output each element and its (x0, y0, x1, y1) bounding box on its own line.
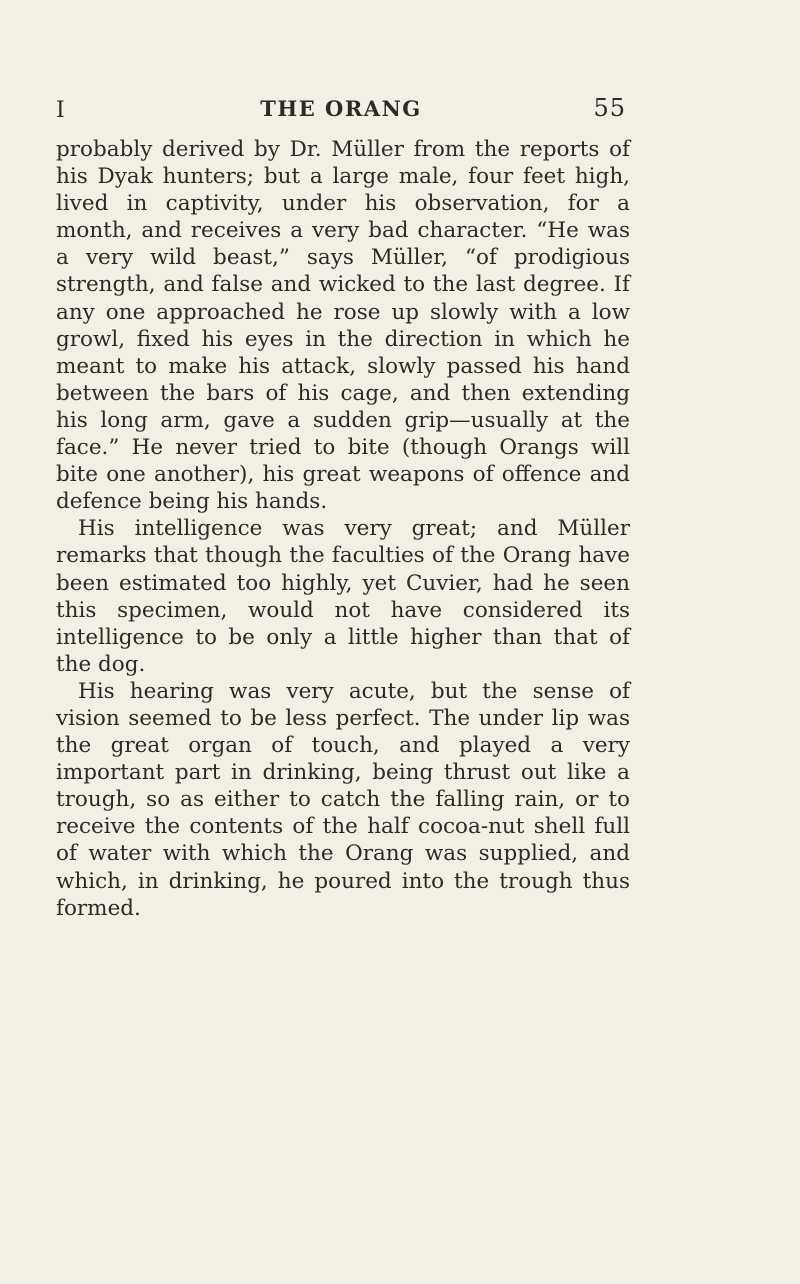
paragraph-3: His hearing was very acute, but the sense of vision seemed to be less perfect. The under lip was the great organ of touch, and played a very important part in drinking, being thrust out like a trough, so as either to catch the falling rain, or to receive the contents of the half cocoa-nut shell full of water with which the Orang was supplied, and which, in drinking, he poured into the trough thus formed. (56, 678, 630, 921)
paragraph-1: probably derived by Dr. Müller from the reports of his Dyak hunters; but a large male, four feet high, lived in captivity, under his observation, for a month, and receives a very bad character. “He was a very wild beast,” says Müller, “of prodigious strength, and false and wicked to the last degree. If any one approached he rose up slowly with a low growl, fixed his eyes in the direction in which he meant to make his attack, slowly passed his hand between the bars of his cage, and then extending his long arm, gave a sudden grip—usually at the face.” He never tried to bite (though Orangs will bite one another), his great weapons of offence and defence being his hands. (56, 137, 630, 515)
running-head (56, 96, 626, 130)
page-title: THE ORANG (260, 96, 422, 121)
paragraph-2: His intelligence was very great; and Müller remarks that though the faculties of the Orang have been estimated too highly, yet Cuvier, had he seen this specimen, would not have considered its intelligence to be only a little higher than that of the dog. (56, 516, 630, 677)
page-number: 55 (593, 94, 626, 122)
body-text (56, 136, 630, 922)
chapter-numeral: I (56, 98, 66, 123)
